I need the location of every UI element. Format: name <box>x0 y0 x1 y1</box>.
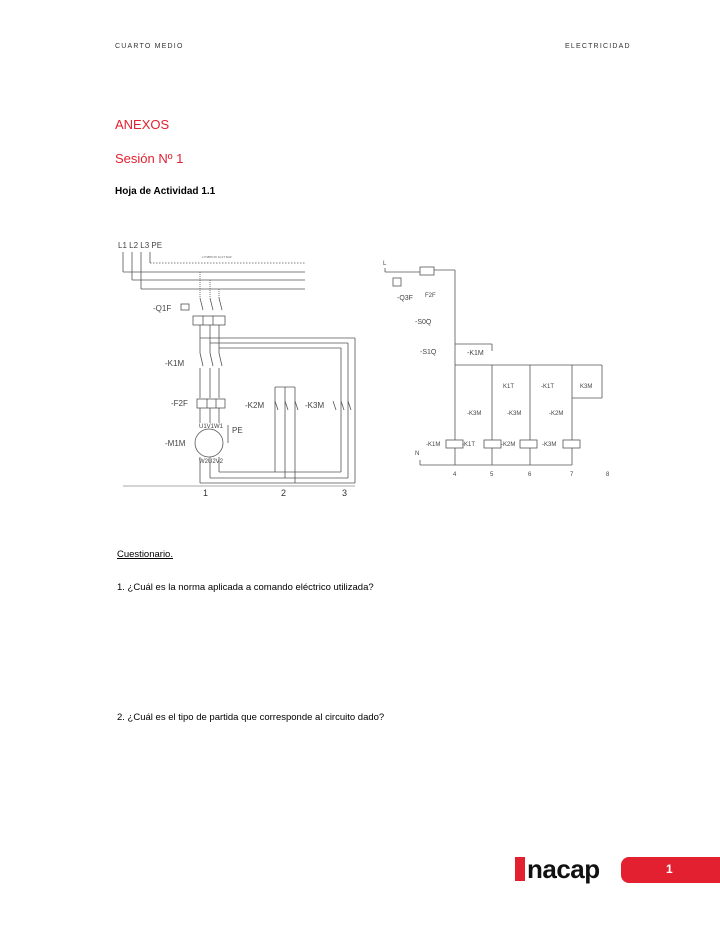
svg-text:2: 2 <box>281 488 287 498</box>
svg-text:K1T: K1T <box>503 384 515 390</box>
questionnaire-heading: Cuestionario. <box>117 549 173 560</box>
power-circuit <box>118 241 355 498</box>
svg-text:PE: PE <box>232 426 243 435</box>
svg-text:-K2M: -K2M <box>245 401 265 410</box>
svg-text:3: 3 <box>342 488 348 498</box>
svg-text:4: 4 <box>453 472 457 478</box>
svg-text:-K3M: -K3M <box>542 442 557 448</box>
svg-text:-Q3F: -Q3F <box>397 295 413 302</box>
logo-mark-icon <box>515 857 525 881</box>
header-subject: ELECTRICIDAD <box>565 43 631 50</box>
svg-text:-K2M: -K2M <box>549 411 564 417</box>
supply-label: L1 L2 L3 PE <box>118 241 163 250</box>
svg-text:U1V1W1: U1V1W1 <box>199 424 224 430</box>
svg-text:-K1M: -K1M <box>165 359 185 368</box>
session-title: Sesión Nº 1 <box>115 151 184 166</box>
logo-text: nacap <box>527 854 600 884</box>
svg-text:6: 6 <box>528 472 532 478</box>
activity-title: Hoja de Actividad 1.1 <box>115 186 216 197</box>
svg-text:F2F: F2F <box>425 293 436 299</box>
svg-text:5: 5 <box>490 472 494 478</box>
header-course: CUARTO MEDIO <box>115 43 184 50</box>
svg-text:-F2F: -F2F <box>171 399 188 408</box>
svg-text:-S0Q: -S0Q <box>415 319 432 326</box>
svg-text:1: 1 <box>203 488 209 498</box>
svg-text:-M1M: -M1M <box>165 439 186 448</box>
svg-text:-K1T: -K1T <box>462 442 476 448</box>
svg-text:L: L <box>383 261 387 267</box>
circuit-diagram <box>115 238 615 503</box>
svg-text:K3M: K3M <box>580 384 593 390</box>
svg-text:-K3M: -K3M <box>467 411 482 417</box>
svg-text:-K2M: -K2M <box>501 442 516 448</box>
svg-text:8: 8 <box>606 472 610 478</box>
section-title: ANEXOS <box>115 117 170 132</box>
svg-text:W2U2V2: W2U2V2 <box>199 459 224 465</box>
question-1: 1. ¿Cuál es la norma aplicada a comando eléctrico utilizada? <box>117 582 374 593</box>
inacap-logo <box>515 854 600 884</box>
svg-text:-K3M: -K3M <box>507 411 522 417</box>
svg-text:7: 7 <box>570 472 574 478</box>
svg-text:-K1M: -K1M <box>467 350 484 357</box>
svg-text:-Q1F: -Q1F <box>153 304 172 313</box>
svg-text:LYN880 09 1G1T 8HZ: LYN880 09 1G1T 8HZ <box>202 255 232 259</box>
svg-text:N: N <box>415 451 420 457</box>
svg-text:-K3M: -K3M <box>305 401 325 410</box>
svg-text:-K1T: -K1T <box>541 384 555 390</box>
page-number: 1 <box>666 862 673 876</box>
control-circuit <box>383 261 610 478</box>
svg-text:-S1Q: -S1Q <box>420 349 437 356</box>
svg-text:-K1M: -K1M <box>426 442 441 448</box>
question-2: 2. ¿Cuál es el tipo de partida que corresponde al circuito dado? <box>117 712 385 723</box>
